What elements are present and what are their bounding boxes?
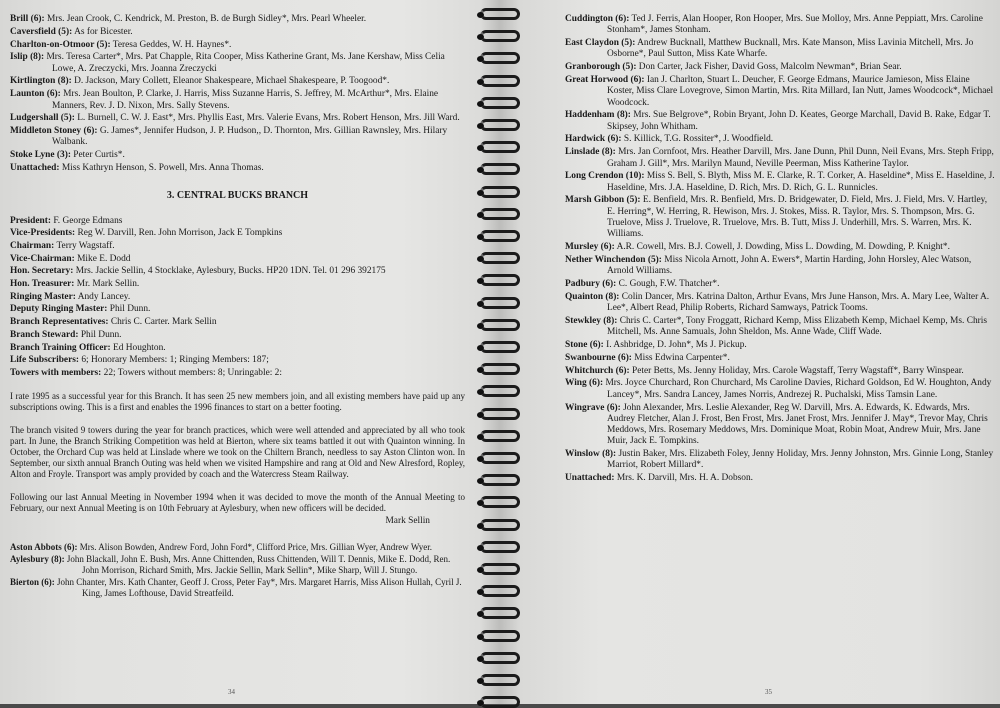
binding-ring (480, 75, 520, 87)
officer-name: Mr. Mark Sellin. (76, 279, 140, 290)
binding-ring (480, 474, 520, 486)
officer-line (10, 343, 465, 354)
tower-members: Ian J. Charlton, Stuart L. Deucher, F. George Edmans, Maurice Jamieson, Miss Elaine Koster, Miss Clare Lovegrove, Simon Martin, Mrs. Rita Millard, Ian Nutt, James Woodcock*, Michael Woodcock. (607, 74, 994, 108)
tower-name: Unattached: (10, 163, 60, 174)
officer-role: Branch Representatives: (10, 317, 109, 328)
tower-entry (10, 163, 465, 174)
tower-members: Miss Kathryn Henson, S. Powell, Mrs. Anna Thomas. (61, 163, 264, 174)
tower-members: E. Benfield, Mrs. R. Benfield, Mrs. D. Bridgewater, D. Field, Mrs. J. Field, Mrs. V. Hartley, E. Herring*, W. Herring, R. Hewison, Mrs. J. Stokes, Miss. R. Taylor, Mrs. S. Thompson, Mrs. G. Truelove, Miss J. Truelove, R. Truelove, Mrs. B. Tutt, Miss J. Underhill, Mrs. S. Warren, Mrs. K. Williams. (607, 195, 988, 240)
tower-entry (10, 542, 465, 553)
tower-name: Haddenham (8): (565, 110, 631, 121)
binding-ring (480, 430, 520, 442)
officer-line (10, 279, 465, 290)
binding-ring (480, 452, 520, 464)
tower-members: John Blackall, John E. Bush, Mrs. Anne Chittenden, Russ Chittenden, Will T. Dennis, Mike E. Dodd, Ren. John Morrison, Richard Smith, Mrs. Jackie Sellin, Mark Sellin*, Mike Sharp, Will J. Stungo. (66, 553, 451, 575)
officer-role: Branch Training Officer: (10, 342, 111, 353)
report-paragraph: I rate 1995 as a successful year for this Branch. It has seen 25 new members join, and all existing members have paid up any subscriptions owing. This is a first and enables the 1996 finances to start on a better footing. (10, 391, 465, 413)
tower-name: Middleton Stoney (6): (10, 126, 98, 137)
officer-role: Life Subscribers: (10, 355, 80, 366)
branch-heading: 3. CENTRAL BUCKS BRANCH (166, 190, 309, 202)
tower-name: Wing (6): (565, 378, 604, 389)
officer-line (10, 317, 465, 328)
tower-name: Stoke Lyne (3): (10, 150, 71, 161)
tower-name: Bierton (6): (10, 576, 55, 587)
tower-members: Don Carter, Jack Fisher, David Goss, Malcolm Newman*, Brian Sear. (638, 62, 902, 73)
tower-entry (565, 366, 995, 377)
tower-name: Winslow (8): (565, 449, 617, 460)
tower-name: Marsh Gibbon (5): (565, 195, 641, 206)
tower-entry (10, 27, 465, 38)
binding-ring (480, 385, 520, 397)
tower-members: Mrs. Jean Boulton, P. Clarke, J. Harris, Miss Suzanne Harris, S. Jeffrey, M. McArthur*, Mrs. Elaine Manners, Rev. J. D. Nixon, Mrs. Sally Stevens. (52, 89, 439, 111)
tower-name: Wingrave (6): (565, 402, 621, 413)
officer-line (10, 266, 465, 277)
tower-entry (10, 40, 465, 51)
tower-name: Swanbourne (6): (565, 352, 632, 363)
officers-list (10, 216, 465, 380)
tower-members: Miss S. Bell, S. Blyth, Miss M. E. Clarke, R. T. Corker, A. Haseldine*, Miss E. Haseldine, J. Haseldine, Mrs. J.A. Haseldine, D. Rich, Mrs. D. Rich, G. L. Runnicles. (607, 171, 995, 193)
tower-members: I. Ashbridge, D. John*, Ms J. Pickup. (606, 340, 747, 351)
officer-line (10, 228, 465, 239)
officer-role: Hon. Treasurer: (10, 279, 75, 290)
officer-role: Vice-Presidents: (10, 228, 76, 239)
tower-entry (565, 449, 995, 472)
tower-members: Justin Baker, Mrs. Elizabeth Foley, Jenny Holiday, Mrs. Jenny Johnston, Mrs. Ginnie Long, Stanley Marriot, Robert Millard*. (607, 449, 994, 471)
binding-ring (480, 696, 520, 708)
officer-role: Chairman: (10, 241, 55, 252)
tower-members: Mrs. Jean Crook, C. Kendrick, M. Preston, B. de Burgh Sidley*, Mrs. Pearl Wheeler. (46, 14, 367, 24)
page-number-right: 35 (765, 688, 772, 696)
tower-entry (565, 195, 995, 240)
tower-name: Stone (6): (565, 340, 604, 351)
officer-role: Deputy Ringing Master: (10, 304, 108, 315)
binding-ring (480, 563, 520, 575)
tower-members: Mrs. Jan Cornfoot, Mrs. Heather Darvill, Mrs. Jane Dunn, Phil Dunn, Neil Evans, Mrs. Steph Fripp, Graham J. Gill*, Mrs. Marilyn Maund, Neville Peerman, Miss Katherine Taylor. (607, 147, 994, 169)
binding-ring (480, 208, 520, 220)
branch-report (10, 391, 465, 514)
tower-members: Mrs. Joyce Churchard, Ron Churchard, Ms Caroline Davies, Richard Goldson, Ed W. Houghton, Andy Lancey*, Mrs. Sandra Lancey, James Norris, Andrezej R. Puchalski, Miss Tamsin Lane. (605, 378, 992, 400)
officer-name: Chris C. Carter. Mark Sellin (110, 317, 217, 328)
tower-entry (565, 353, 995, 364)
tower-members: Mrs. Sue Belgrove*, Robin Bryant, John D. Keates, George Marchall, David B. Rake, Edgar T. Skipsey, John Whitham. (607, 110, 991, 132)
tower-name: Quainton (8): (565, 291, 620, 302)
tower-entry (565, 255, 995, 278)
binding-ring (480, 297, 520, 309)
officer-line (10, 304, 465, 315)
officer-name: Andy Lancey. (77, 291, 131, 302)
right-page (515, 0, 1000, 704)
binding-ring (480, 163, 520, 175)
binding-ring (480, 52, 520, 64)
binding-ring (480, 519, 520, 531)
left-page (0, 0, 485, 704)
binding-ring (480, 496, 520, 508)
left-page-content (10, 14, 465, 600)
tower-entry (565, 473, 995, 484)
binding-ring (480, 30, 520, 42)
tower-entry (10, 52, 465, 75)
binding-ring (480, 541, 520, 553)
officer-name: 6; Honorary Members: 1; Ringing Members: 187; (81, 355, 269, 366)
tower-entry (565, 147, 995, 170)
officer-role: President: (10, 215, 51, 226)
officer-name: Mrs. Jackie Sellin, 4 Stocklake, Aylesbury, Bucks. HP20 1DN. Tel. 01 296 392175 (75, 266, 386, 277)
tower-name: Whitchurch (6): (565, 365, 630, 376)
tower-members: John Alexander, Mrs. Leslie Alexander, Reg W. Darvill, Mrs. A. Edwards, K. Edwards, Mrs. Audrey Fletcher, Alan J. Frost, Ben Frost, Mrs. Janet Frost, Mrs. Jennifer J. May*, Trevor May, Chris Meddows, Mrs. Rosemary Meddows, Mrs. Dominique Moat, Robin Moat, Andrew Muir, Mrs. Jane Muir, Jack E. Tompkins. (607, 402, 988, 447)
binding-ring (480, 141, 520, 153)
tower-entry (10, 113, 465, 124)
officer-role: Towers with members: (10, 367, 102, 378)
rural-branch-tower-list (10, 14, 465, 174)
tower-entry (565, 134, 995, 145)
tower-members: Peter Betts, Ms. Jenny Holiday, Mrs. Carole Wagstaff, Terry Wagstaff*, Barry Winspear. (632, 365, 964, 376)
binding-ring (480, 408, 520, 420)
binding-ring (480, 119, 520, 131)
tower-entry (565, 62, 995, 73)
binding-ring (480, 652, 520, 664)
tower-entry (565, 378, 995, 401)
binding-ring (480, 319, 520, 331)
officer-name: Ed Houghton. (113, 342, 166, 353)
tower-members: A.R. Cowell, Mrs. B.J. Cowell, J. Dowding, Miss L. Dowding, M. Dowding, P. Knight*. (616, 242, 950, 253)
officer-line (10, 355, 465, 366)
tower-entry (565, 242, 995, 253)
officer-name: F. George Edmans (53, 215, 123, 226)
tower-name: Brill (6): (10, 14, 45, 24)
tower-entry (10, 577, 465, 599)
report-paragraph: Following our last Annual Meeting in November 1994 when it was decided to move the month of the Annual Meeting to February, our next Annual Meeting is on 10th February at Aylesbury, when new officers will be decided. (10, 492, 465, 514)
binding-ring (480, 186, 520, 198)
officer-role: Hon. Secretary: (10, 266, 74, 277)
tower-members: Mrs. K. Darvill, Mrs. H. A. Dobson. (616, 473, 754, 484)
tower-name: Long Crendon (10): (565, 171, 645, 182)
tower-entry (10, 14, 465, 25)
officer-line (10, 254, 465, 265)
binding-ring (480, 363, 520, 375)
tower-entry (565, 171, 995, 194)
tower-members: Colin Dancer, Mrs. Katrina Dalton, Arthur Evans, Mrs June Hanson, Mrs. A. Mary Lee, Walter A. Lee*, Albert Read, Philip Roberts, Richard Samways, Patrick Tooms. (607, 291, 990, 314)
tower-members: S. Killick, T.G. Rossiter*, J. Woodfield. (623, 134, 774, 145)
tower-name: Nether Winchendon (5): (565, 254, 662, 265)
tower-members: Ted J. Ferris, Alan Hooper, Ron Hooper, Mrs. Sue Molloy, Mrs. Anne Peppiatt, Mrs. Caroline Stonham*, James Stonham. (607, 14, 983, 36)
tower-members: C. Gough, F.W. Thatcher*. (618, 279, 720, 290)
tower-members: G. James*, Jennifer Hudson, J. P. Hudson,, D. Thornton, Mrs. Gillian Rawnsley, Mrs. Hilary Walbank. (52, 126, 448, 148)
officer-name: 22; Towers without members: 8; Unringable: 2: (103, 367, 282, 378)
tower-name: Linslade (8): (565, 147, 616, 158)
officer-line (10, 241, 465, 252)
binding-ring (480, 585, 520, 597)
tower-name: Islip (8): (10, 52, 45, 63)
tower-members: D. Jackson, Mary Collett, Eleanor Shakespeare, Michael Shakespeare, P. Toogood*. (74, 76, 390, 87)
tower-entry (565, 292, 995, 315)
binding-ring (480, 252, 520, 264)
tower-entry (565, 340, 995, 351)
tower-members: Miss Nicola Arnott, John A. Ewers*, Martin Harding, John Horsley, Alec Watson, Arnold Williams. (607, 254, 972, 277)
binding-ring (480, 97, 520, 109)
officer-name: Phil Dunn. (109, 304, 151, 315)
tower-entry (10, 554, 465, 576)
binding-ring (480, 8, 520, 20)
officer-role: Ringing Master: (10, 291, 76, 302)
officer-name: Terry Wagstaff. (56, 241, 115, 252)
binding-ring (480, 630, 520, 642)
tower-members: Chris C. Carter*, Tony Froggatt, Richard Kemp, Miss Elizabeth Kemp, Michael Kemp, Ms. Chris Mitchell, Ms. Anne Samuals, John Sheldon, Ms. Anne Wade, Cliff Wade. (607, 315, 988, 338)
central-bucks-tower-list-continued (565, 14, 995, 485)
tower-entry (565, 316, 995, 339)
tower-name: Padbury (6): (565, 279, 617, 290)
tower-name: Kirtlington (8): (10, 76, 72, 87)
right-page-content (565, 14, 995, 486)
tower-entry (565, 279, 995, 290)
tower-name: Aston Abbots (6): (10, 541, 78, 552)
officer-role: Vice-Chairman: (10, 253, 75, 264)
tower-entry (565, 403, 995, 448)
officer-line (10, 216, 465, 227)
binding-ring (480, 607, 520, 619)
tower-entry (10, 150, 465, 161)
tower-name: Unattached: (565, 473, 615, 484)
tower-members: Andrew Bucknall, Matthew Bucknall, Mrs. Kate Manson, Miss Lavinia Mitchell, Mrs. Jo Osborne*, Paul Sutton, Miss Kate Wharfe. (607, 38, 974, 60)
tower-name: Mursley (6): (565, 242, 615, 253)
tower-name: Granborough (5): (565, 62, 637, 73)
tower-members: Peter Curtis*. (73, 150, 125, 161)
officer-role: Branch Steward: (10, 329, 79, 340)
tower-name: Aylesbury (8): (10, 553, 65, 564)
officer-line (10, 292, 465, 303)
officer-line (10, 368, 465, 379)
tower-entry (565, 38, 995, 61)
tower-name: Stewkley (8): (565, 315, 618, 326)
tower-members: As for Bicester. (74, 26, 133, 37)
tower-members: L. Burnell, C. W. J. East*, Mrs. Phyllis East, Mrs. Valerie Evans, Mrs. Robert Henson, Mrs. Jill Ward. (77, 113, 460, 124)
tower-entry (565, 75, 995, 109)
binding-ring (480, 341, 520, 353)
binding-ring (480, 674, 520, 686)
tower-entry (10, 126, 465, 149)
tower-members: Mrs. Alison Bowden, Andrew Ford, John Ford*, Clifford Price, Mrs. Gillian Wyer, Andrew Wyer. (79, 541, 433, 552)
tower-members: Mrs. Teresa Carter*, Mrs. Pat Chapple, Rita Cooper, Miss Katherine Grant, Ms. Jane Kershaw, Miss Celia Lowe, A. Zreczycki, Mrs. Joanna Zreczycki (46, 52, 445, 74)
page-number-left: 34 (228, 688, 235, 696)
binding-ring (480, 274, 520, 286)
tower-name: Ludgershall (5): (10, 113, 75, 124)
tower-name: Launton (6): (10, 89, 61, 100)
tower-members: Teresa Geddes, W. H. Haynes*. (112, 39, 232, 50)
officer-name: Mike E. Dodd (77, 253, 131, 264)
central-bucks-tower-list (10, 542, 465, 599)
officer-line (10, 330, 465, 341)
tower-name: Charlton-on-Otmoor (5): (10, 39, 111, 50)
tower-name: Hardwick (6): (565, 134, 622, 145)
tower-entry (10, 89, 465, 112)
tower-entry (565, 14, 995, 37)
binding-ring (480, 230, 520, 242)
officer-name: Reg W. Darvill, Ren. John Morrison, Jack E Tompkins (77, 228, 283, 239)
tower-name: Great Horwood (6): (565, 74, 645, 85)
tower-name: Cuddington (6): (565, 14, 630, 24)
report-paragraph: The branch visited 9 towers during the year for branch practices, which were well attended and appreciated by all who took part. In June, the Branch Striking Competition was held at Bierton, where six teams battled it out with Quainton winning. In October, the Orchard Cup was held at Linslade where we took on the Chiltern Branch, needless to say Aston Clinton won. In September, our sixth annual Branch Outing was held when we visited Hampshire and rang at Old and New Alresford, Ropley, Alton and Froyle. Transport was amply provided by coach and the Watercress Steam Railway. (10, 425, 465, 480)
tower-entry (10, 76, 465, 87)
officer-name: Phil Dunn. (80, 329, 122, 340)
tower-members: John Chanter, Mrs. Kath Chanter, Geoff J. Cross, Peter Fay*, Mrs. Margaret Harris, Miss Alison Hullah, Cyril J. King, James Lofthouse, David Streatfeild. (57, 576, 462, 598)
tower-entry (565, 110, 995, 133)
tower-name: Caversfield (5): (10, 26, 73, 37)
tower-name: East Claydon (5): (565, 38, 636, 49)
tower-members: Miss Edwina Carpenter*. (634, 352, 730, 363)
report-signature: Mark Sellin (385, 516, 430, 527)
